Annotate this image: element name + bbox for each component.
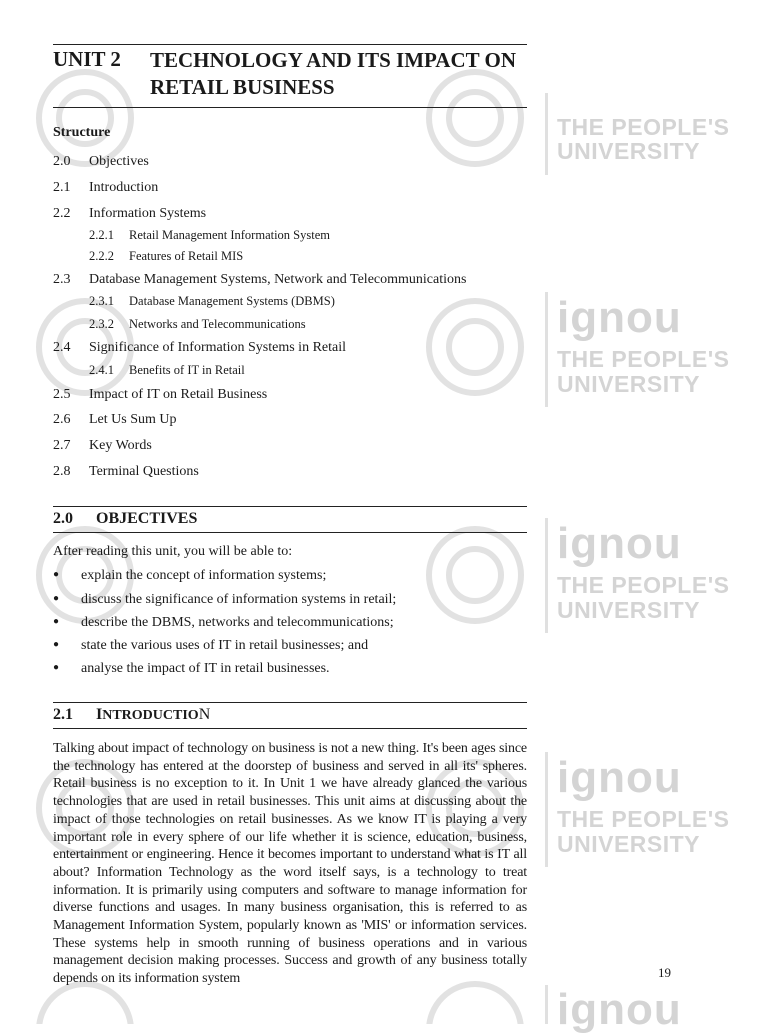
toc-label: Objectives	[89, 154, 149, 169]
introduction-paragraph: Talking about impact of technology on business is not a new thing. It's been ages since the technology has entered at the doorstep of business and served in all its' spheres. Retail business is no exception to it. In Unit 1 we have already glanced the various technologies that are used in retail businesses. This unit aims at discussing about the impact of those technologies on retail businesses. As we know IT is playing a very important role in every sphere of our life whether it is science, education, business, entertainment or engineering. Hence it becomes important to understand what is IT all about? Information Technology as the word itself says, is a technology to treat information. It is primarily using computers and software to manage information for diverse functions and usages. In many business organisation, this is referred to as Management Information System, popularly known as 'MIS' or information services. These systems help in smooth running of business operations and in various management decision making processes. Success and growth of any business totally depends on its information system	[53, 741, 527, 987]
section-title: OBJECTIVES	[96, 510, 198, 527]
watermark-brand: ignou	[557, 985, 682, 1034]
objectives-heading	[53, 510, 197, 528]
toc-number: 2.2.1	[89, 228, 114, 242]
toc-item	[53, 464, 199, 480]
bullet-text: discuss the significance of information systems in retail;	[81, 592, 397, 607]
watermark-line2: UNIVERSITY	[557, 371, 701, 397]
bullet-text: describe the DBMS, networks and telecommunications;	[81, 615, 394, 630]
toc-label: Terminal Questions	[89, 464, 199, 479]
toc-label: Database Management Systems, Network and Telecommunications	[89, 272, 467, 287]
toc-number: 2.3	[53, 272, 71, 287]
toc-subitem	[89, 249, 243, 264]
objectives-bottom-rule	[53, 532, 527, 533]
watermark-seal	[39, 984, 131, 1024]
toc-item	[53, 180, 158, 196]
watermark-divider	[545, 985, 548, 1024]
toc-number: 2.8	[53, 464, 71, 479]
section-number: 2.1	[53, 706, 73, 723]
toc-label: Key Words	[89, 438, 152, 453]
toc-item	[53, 154, 149, 170]
toc-number: 2.7	[53, 438, 71, 453]
toc-subitem	[89, 294, 335, 309]
watermark-seal	[429, 301, 521, 393]
watermark-line2: UNIVERSITY	[557, 138, 701, 164]
toc-label: Database Management Systems (DBMS)	[129, 294, 335, 308]
watermark-brand: ignou	[557, 519, 682, 568]
toc-number: 2.4	[53, 340, 71, 355]
unit-number: UNIT 2	[53, 47, 121, 71]
objective-bullet	[53, 615, 394, 631]
watermark-divider	[545, 752, 548, 867]
toc-label: Introduction	[89, 180, 159, 195]
bullet-dot: ●	[53, 662, 60, 673]
watermark-brand: ignou	[557, 293, 682, 342]
toc-subitem	[89, 363, 245, 378]
watermark-seal	[429, 984, 521, 1024]
watermark-seal	[449, 321, 501, 373]
header-bottom-rule	[53, 107, 527, 108]
bullet-text: analyse the impact of IT in retail businesses.	[81, 661, 330, 676]
watermark-line1: THE PEOPLE'S	[557, 572, 730, 598]
watermark-brand: ignou	[557, 753, 682, 802]
bullet-text: explain the concept of information systems;	[81, 568, 327, 583]
toc-item	[53, 387, 267, 403]
toc-label: Features of Retail MIS	[129, 249, 244, 263]
objective-bullet	[53, 568, 326, 584]
watermark-line1: THE PEOPLE'S	[557, 346, 730, 372]
watermark-line2: UNIVERSITY	[557, 597, 701, 623]
bullet-dot: ●	[53, 593, 60, 604]
objective-bullet	[53, 638, 368, 654]
watermark-seal	[39, 72, 131, 164]
toc-label: Networks and Telecommunications	[129, 317, 306, 331]
toc-number: 2.6	[53, 412, 71, 427]
toc-item	[53, 438, 152, 454]
header-top-rule	[53, 44, 527, 45]
objectives-top-rule	[53, 506, 527, 507]
section-title-part: NTRODUCTIO	[102, 708, 199, 723]
toc-label: Information Systems	[89, 206, 207, 221]
toc-item	[53, 412, 177, 428]
toc-subitem	[89, 228, 330, 243]
toc-label: Let Us Sum Up	[89, 412, 177, 427]
unit-title: TECHNOLOGY AND ITS IMPACT ON RETAIL BUSINESS	[150, 48, 516, 99]
watermark-divider	[545, 518, 548, 633]
watermark-line1: THE PEOPLE'S	[557, 806, 730, 832]
toc-number: 2.4.1	[89, 363, 114, 377]
introduction-top-rule	[53, 702, 527, 703]
toc-label: Significance of Information Systems in Retail	[89, 340, 347, 355]
watermark-divider	[545, 292, 548, 407]
introduction-bottom-rule	[53, 728, 527, 729]
bullet-text: state the various uses of IT in retail businesses; and	[81, 638, 369, 653]
toc-item	[53, 206, 206, 222]
structure-label: Structure	[53, 125, 111, 140]
toc-item	[53, 340, 346, 356]
objective-bullet	[53, 592, 396, 608]
toc-label: Benefits of IT in Retail	[129, 363, 245, 377]
toc-number: 2.0	[53, 154, 71, 169]
toc-number: 2.5	[53, 387, 71, 402]
introduction-heading	[53, 706, 210, 724]
page-number: 19	[658, 965, 671, 980]
objective-bullet	[53, 661, 330, 677]
section-title-part: I	[96, 706, 103, 723]
toc-label: Impact of IT on Retail Business	[89, 387, 268, 402]
toc-label: Retail Management Information System	[129, 228, 330, 242]
bullet-dot: ●	[53, 616, 60, 627]
watermark-line2: UNIVERSITY	[557, 831, 701, 857]
section-number: 2.0	[53, 510, 73, 527]
toc-number: 2.2.2	[89, 249, 114, 263]
section-title-part: N	[198, 706, 211, 723]
watermark-seal	[429, 529, 521, 621]
objectives-intro: After reading this unit, you will be able to:	[53, 544, 293, 559]
toc-item	[53, 272, 466, 288]
bullet-dot: ●	[53, 569, 60, 580]
toc-number: 2.2	[53, 206, 71, 221]
watermark-seal	[449, 549, 501, 601]
toc-subitem	[89, 317, 306, 332]
toc-number: 2.3.2	[89, 317, 114, 331]
toc-number: 2.3.1	[89, 294, 114, 308]
watermark-line1: THE PEOPLE'S	[557, 114, 730, 140]
watermark-divider	[545, 93, 548, 175]
bullet-dot: ●	[53, 639, 60, 650]
toc-number: 2.1	[53, 180, 71, 195]
